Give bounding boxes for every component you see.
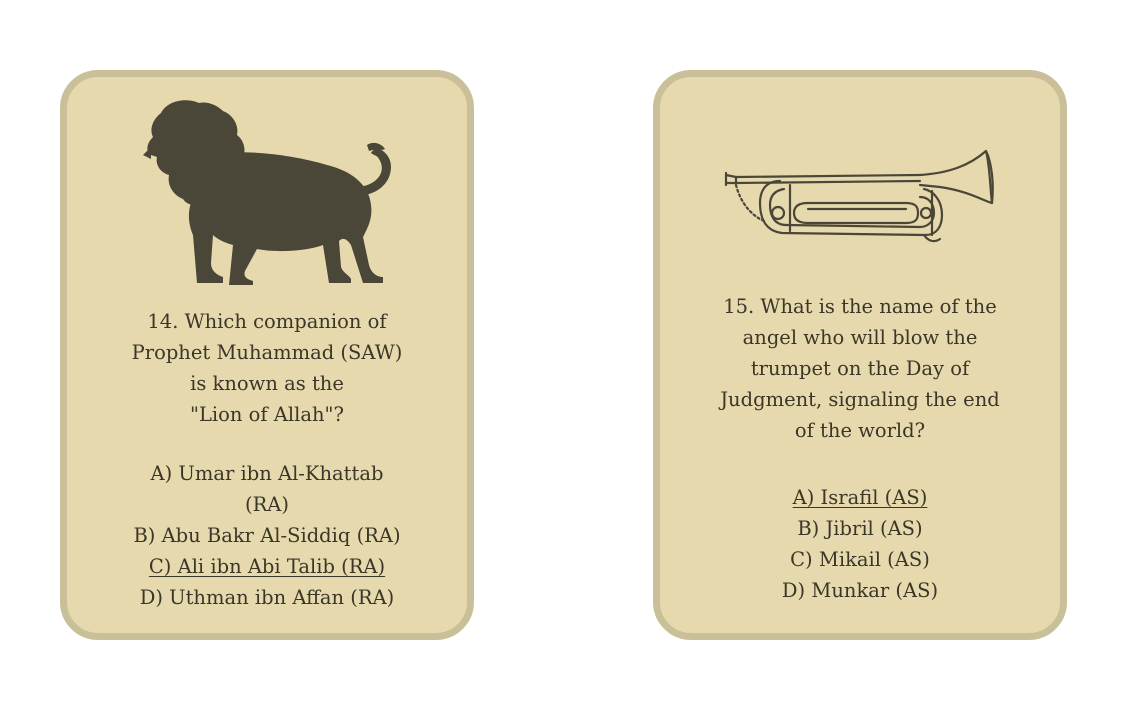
answer-options-15 — [680, 482, 1040, 606]
answer-option-a — [87, 458, 447, 520]
question-line: angel who will blow the — [742, 326, 978, 349]
question-line: trumpet on the Day of — [750, 357, 970, 380]
lion-illustration — [67, 95, 467, 285]
answer-option-b: B) Abu Bakr Al-Siddiq (RA) — [133, 524, 401, 547]
answer-option-c: C) Mikail (AS) — [790, 548, 930, 571]
question-line: Judgment, signaling the end — [720, 388, 1000, 411]
answer-option-d: D) Munkar (AS) — [781, 579, 939, 602]
answer-option-d: D) Uthman ibn Affan (RA) — [139, 586, 395, 609]
answer-option-a-line: A) Umar ibn Al-Khattab — [150, 462, 384, 485]
trumpet-illustration — [660, 145, 1060, 245]
quiz-card-15 — [653, 70, 1067, 640]
trumpet-icon — [720, 145, 1000, 245]
question-line: Prophet Muhammad (SAW) — [131, 341, 403, 364]
question-line: is known as the — [190, 372, 344, 395]
question-line: 14. Which companion of — [147, 310, 387, 333]
question-15-text — [680, 291, 1040, 446]
answer-option-a-line: (RA) — [245, 493, 289, 516]
answer-option-a-correct: A) Israfil (AS) — [792, 486, 928, 509]
lion-silhouette-icon — [137, 95, 397, 285]
question-line: of the world? — [794, 419, 926, 442]
answer-options-14 — [87, 458, 447, 613]
question-14-text — [87, 306, 447, 430]
question-line: 15. What is the name of the — [723, 295, 997, 318]
answer-option-b: B) Jibril (AS) — [797, 517, 923, 540]
answer-option-c-correct: C) Ali ibn Abi Talib (RA) — [148, 555, 386, 578]
question-line: "Lion of Allah"? — [190, 403, 344, 426]
quiz-card-14 — [60, 70, 474, 640]
